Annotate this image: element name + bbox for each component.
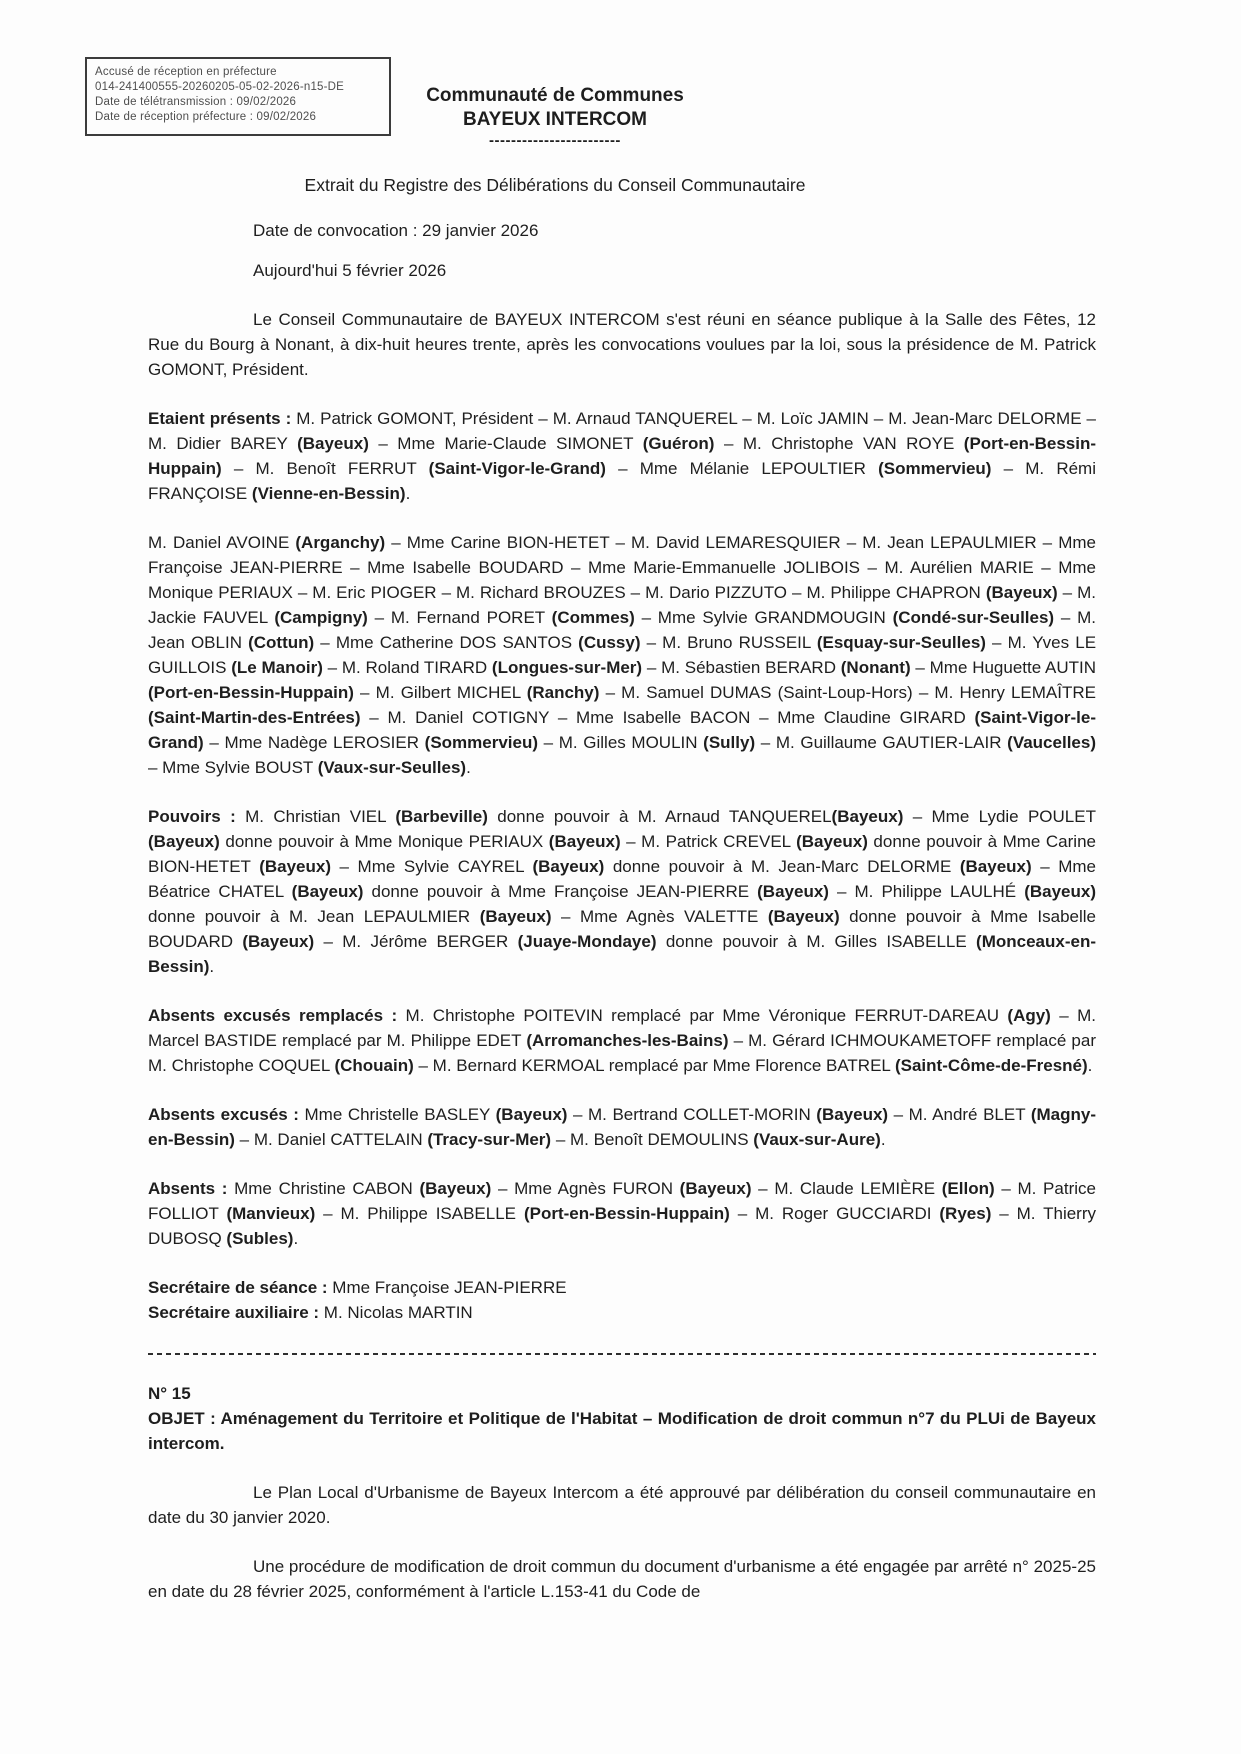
- paragraph-plu-approbation: Le Plan Local d'Urbanisme de Bayeux Intercom a été approuvé par délibération du conseil communautaire en date du 30 janvier 2020.: [148, 1483, 1096, 1527]
- paragraph-absents: Absents : Mme Christine CABON (Bayeux) – Mme Agnès FURON (Bayeux) – M. Claude LEMIÈRE (Ellon) – M. Patrice FOLLIOT (Manvieux) – M. Philippe ISABELLE (Port-en-Bessin-Huppain) – M. Roger GUCCIARDI (Ryes) – M. Thierry DUBOSQ (Subles).: [148, 1179, 1096, 1248]
- prefecture-stamp: [85, 57, 391, 136]
- paragraph-conseillers: M. Daniel AVOINE (Arganchy) – Mme Carine BION-HETET – M. David LEMARESQUIER – M. Jean LEPAULMIER – Mme Françoise JEAN-PIERRE – Mme Isabelle BOUDARD – Mme Marie-Emmanuelle JOLIBOIS – M. Aurélien MARIE – Mme Monique PERIAUX – M. Eric PIOGER – M. Richard BROUZES – M. Dario PIZZUTO – M. Philippe CHAPRON (Bayeux) – M. Jackie FAUVEL (Campigny) – M. Fernand PORET (Commes) – Mme Sylvie GRANDMOUGIN (Condé-sur-Seulles) – M. Jean OBLIN (Cottun) – Mme Catherine DOS SANTOS (Cussy) – M. Bruno RUSSEIL (Esquay-sur-Seulles) – M. Yves LE GUILLOIS (Le Manoir) – M. Roland TIRARD (Longues-sur-Mer) – M. Sébastien BERARD (Nonant) – Mme Huguette AUTIN (Port-en-Bessin-Huppain) – M. Gilbert MICHEL (Ranchy) – M. Samuel DUMAS (Saint-Loup-Hors) – M. Henry LEMAÎTRE (Saint-Martin-des-Entrées) – M. Daniel COTIGNY – Mme Isabelle BACON – Mme Claudine GIRARD (Saint-Vigor-le-Grand) – Mme Nadège LEROSIER (Sommervieu) – M. Gilles MOULIN (Sully) – M. Guillaume GAUTIER-LAIR (Vaucelles) – Mme Sylvie BOUST (Vaux-sur-Seulles).: [148, 533, 1097, 777]
- session-date-line: Aujourd'hui 5 février 2026: [253, 261, 447, 280]
- paragraph-procedure-modification: Une procédure de modification de droit commun du document d'urbanisme a été engagée par arrêté n° 2025-25 en date du 28 février 2025, conformément à l'article L.153-41 du Code de: [148, 1557, 1096, 1601]
- stamp-line-reception-date: Date de réception préfecture : 09/02/2026: [95, 111, 317, 123]
- stamp-line-teletransmission: Date de télétransmission : 09/02/2026: [95, 96, 297, 108]
- header-dashes: ------------------------: [489, 132, 621, 149]
- secretaries-block: [148, 1275, 1096, 1325]
- deliberation-number: N° 15: [148, 1384, 191, 1403]
- secretary-session-line: Secrétaire de séance : Mme Françoise JEAN-PIERRE: [148, 1278, 567, 1297]
- deliberation-object: OBJET : Aménagement du Territoire et Politique de l'Habitat – Modification de droit commun n°7 du PLUi de Bayeux intercom.: [148, 1409, 1096, 1453]
- document-title: Extrait du Registre des Délibérations du Conseil Communautaire: [304, 175, 806, 195]
- paragraph-pouvoirs: Pouvoirs : M. Christian VIEL (Barbeville) donne pouvoir à M. Arnaud TANQUEREL(Bayeux) – Mme Lydie POULET (Bayeux) donne pouvoir à Mme Monique PERIAUX (Bayeux) – M. Patrick CREVEL (Bayeux) donne pouvoir à Mme Carine BION-HETET (Bayeux) – Mme Sylvie CAYREL (Bayeux) donne pouvoir à M. Jean-Marc DELORME (Bayeux) – Mme Béatrice CHATEL (Bayeux) donne pouvoir à Mme Françoise JEAN-PIERRE (Bayeux) – M. Philippe LAULHÉ (Bayeux) donne pouvoir à M. Jean LEPAULMIER (Bayeux) – Mme Agnès VALETTE (Bayeux) donne pouvoir à Mme Isabelle BOUDARD (Bayeux) – M. Jérôme BERGER (Juaye-Mondaye) donne pouvoir à M. Gilles ISABELLE (Monceaux-en-Bessin).: [148, 807, 1097, 976]
- document-body: [148, 218, 1096, 1604]
- convocation-date-line: Date de convocation : 29 janvier 2026: [253, 221, 539, 240]
- paragraph-presents: Etaient présents : M. Patrick GOMONT, Président – M. Arnaud TANQUEREL – M. Loïc JAMIN – M. Jean-Marc DELORME – M. Didier BAREY (Bayeux) – Mme Marie-Claude SIMONET (Guéron) – M. Christophe VAN ROYE (Port-en-Bessin-Huppain) – M. Benoît FERRUT (Saint-Vigor-le-Grand) – Mme Mélanie LEPOULTIER (Sommervieu) – M. Rémi FRANÇOISE (Vienne-en-Bessin).: [148, 409, 1097, 503]
- paragraph-absents-excuses: Absents excusés : Mme Christelle BASLEY (Bayeux) – M. Bertrand COLLET-MORIN (Bayeux) – M. André BLET (Magny-en-Bessin) – M. Daniel CATTELAIN (Tracy-sur-Mer) – M. Benoît DEMOULINS (Vaux-sur-Aure).: [148, 1105, 1096, 1149]
- secretary-auxiliary-line: Secrétaire auxiliaire : M. Nicolas MARTIN: [148, 1303, 473, 1322]
- stamp-line-reception: Accusé de réception en préfecture: [95, 66, 277, 78]
- stamp-line-reference: 014-241400555-20260205-05-02-2026-n15-DE: [95, 81, 345, 93]
- org-name-line1: Communauté de Communes: [426, 85, 684, 106]
- org-name-line2: BAYEUX INTERCOM: [462, 109, 648, 130]
- paragraph-absents-excuses-remplaces: Absents excusés remplacés : M. Christophe POITEVIN remplacé par Mme Véronique FERRUT-DAREAU (Agy) – M. Marcel BASTIDE remplacé par M. Philippe EDET (Arromanches-les-Bains) – M. Gérard ICHMOUKAMETOFF remplacé par M. Christophe COQUEL (Chouain) – M. Bernard KERMOAL remplacé par Mme Florence BATREL (Saint-Côme-de-Fresné).: [148, 1006, 1097, 1075]
- dashed-divider: [148, 1353, 1096, 1355]
- paragraph-seance: Le Conseil Communautaire de BAYEUX INTERCOM s'est réuni en séance publique à la Salle des Fêtes, 12 Rue du Bourg à Nonant, à dix-huit heures trente, après les convocations voulues par la loi, sous la présidence de M. Patrick GOMONT, Président.: [148, 310, 1096, 379]
